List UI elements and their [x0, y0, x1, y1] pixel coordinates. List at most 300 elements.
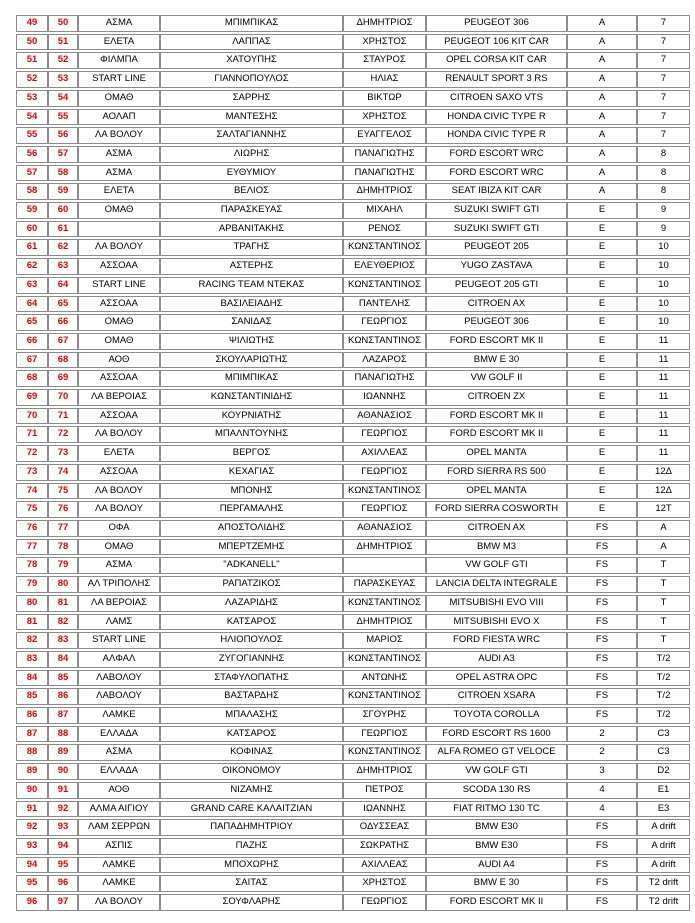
table-row [16, 688, 690, 705]
cell-driver_surname: ΜΠΙΜΠΙΚΑΣ [160, 15, 343, 32]
cell-car: VW GOLF GTI [426, 763, 567, 780]
cell-club: START LINE [78, 632, 160, 649]
table-row [16, 632, 690, 649]
cell-driver_surname: ΜΠΟΝΗΣ [160, 483, 343, 500]
cell-start_no: 62 [48, 239, 78, 256]
cell-group: 11 [637, 445, 690, 462]
table-row [16, 483, 690, 500]
cell-start_no: 83 [48, 632, 78, 649]
cell-driver_first_name: ΕΥΑΓΓΕΛΟΣ [343, 127, 426, 144]
table-row [16, 726, 690, 743]
cell-club: ΑΣΜΑ [78, 15, 160, 32]
cell-start_no: 82 [48, 614, 78, 631]
cell-start_no: 96 [48, 875, 78, 892]
cell-car: BMW M3 [426, 539, 567, 556]
cell-driver_surname: ΑΣΤΕΡΗΣ [160, 258, 343, 275]
cell-driver_first_name: ΔΗΜΗΤΡΙΟΣ [343, 539, 426, 556]
cell-start_no: 57 [48, 146, 78, 163]
table-row [16, 838, 690, 855]
cell-car: AUDI A4 [426, 857, 567, 874]
cell-class: E [567, 221, 637, 238]
table-row [16, 670, 690, 687]
cell-start_no: 88 [48, 726, 78, 743]
cell-driver_first_name: ΚΩΝΣΤΑΝΤΙΝΟΣ [343, 239, 426, 256]
cell-driver_first_name: ΚΩΝΣΤΑΝΤΙΝΟΣ [343, 483, 426, 500]
cell-club: ΛΑ ΒΟΛΟΥ [78, 894, 160, 911]
cell-driver_first_name: ΔΗΜΗΤΡΙΟΣ [343, 614, 426, 631]
cell-group: 12Δ [637, 483, 690, 500]
cell-driver_surname: ΜΑΝΤΕΣΗΣ [160, 109, 343, 126]
cell-class: FS [567, 539, 637, 556]
cell-club: ΑΣΜΑ [78, 146, 160, 163]
cell-class: E [567, 239, 637, 256]
cell-class: FS [567, 894, 637, 911]
cell-driver_surname: ΠΕΡΓΑΜΑΛΗΣ [160, 501, 343, 518]
cell-entry_no: 79 [16, 576, 48, 593]
cell-start_no: 85 [48, 670, 78, 687]
cell-driver_first_name: ΓΕΩΡΓΙΟΣ [343, 314, 426, 331]
cell-entry_no: 91 [16, 801, 48, 818]
cell-driver_surname: ΛΑΖΑΡΙΔΗΣ [160, 595, 343, 612]
cell-driver_surname: ΡΑΠΑΤΖΙΚΟΣ [160, 576, 343, 593]
cell-club: ΦΙΛΜΠΑ [78, 52, 160, 69]
cell-club: ΑΣΣΟΑΑ [78, 408, 160, 425]
cell-car: BMW E30 [426, 838, 567, 855]
cell-group: 11 [637, 408, 690, 425]
cell-class: E [567, 389, 637, 406]
table-row [16, 557, 690, 574]
cell-driver_surname: ΑΠΟΣΤΟΛΙΔΗΣ [160, 520, 343, 537]
cell-entry_no: 71 [16, 426, 48, 443]
cell-start_no: 52 [48, 52, 78, 69]
table-row [16, 857, 690, 874]
cell-driver_surname: ΒΑΣΤΑΡΔΗΣ [160, 688, 343, 705]
cell-car: PEUGEOT 106 KIT CAR [426, 34, 567, 51]
cell-group: C3 [637, 726, 690, 743]
table-row [16, 52, 690, 69]
cell-class: 2 [567, 744, 637, 761]
cell-driver_first_name: ΠΑΡΑΣΚΕΥΑΣ [343, 576, 426, 593]
table-row [16, 782, 690, 799]
cell-club: ΛΑ ΒΟΛΟΥ [78, 501, 160, 518]
cell-entry_no: 72 [16, 445, 48, 462]
cell-start_no: 86 [48, 688, 78, 705]
cell-car: SEAT IBIZA KIT CAR [426, 183, 567, 200]
cell-car: BMW E30 [426, 819, 567, 836]
cell-group: A [637, 520, 690, 537]
cell-class: FS [567, 819, 637, 836]
cell-driver_first_name [343, 557, 426, 574]
cell-driver_surname: ΖΥΓΟΓΙΑΝΝΗΣ [160, 651, 343, 668]
cell-car: HONDA CIVIC TYPE R [426, 109, 567, 126]
cell-driver_first_name: ΒΙΚΤΩΡ [343, 90, 426, 107]
cell-start_no: 59 [48, 183, 78, 200]
cell-car: LANCIA DELTA INTEGRALE [426, 576, 567, 593]
cell-group: 11 [637, 370, 690, 387]
cell-entry_no: 52 [16, 71, 48, 88]
cell-entry_no: 62 [16, 258, 48, 275]
cell-entry_no: 56 [16, 146, 48, 163]
cell-class: FS [567, 857, 637, 874]
cell-car: FORD FIESTA WRC [426, 632, 567, 649]
table-row [16, 445, 690, 462]
cell-group: T/2 [637, 670, 690, 687]
cell-car: FORD ESCORT MK II [426, 333, 567, 350]
cell-driver_first_name: ΠΑΝΑΓΙΩΤΗΣ [343, 146, 426, 163]
cell-club: ΑΣΠΙΣ [78, 838, 160, 855]
cell-driver_surname: ΧΑΤΟΥΠΗΣ [160, 52, 343, 69]
cell-driver_first_name: ΧΡΗΣΤΟΣ [343, 875, 426, 892]
cell-start_no: 84 [48, 651, 78, 668]
cell-entry_no: 83 [16, 651, 48, 668]
cell-start_no: 56 [48, 127, 78, 144]
cell-start_no: 50 [48, 15, 78, 32]
cell-group: T [637, 632, 690, 649]
cell-club: ΛΑΜΣ [78, 614, 160, 631]
cell-start_no: 71 [48, 408, 78, 425]
cell-entry_no: 77 [16, 539, 48, 556]
cell-class: E [567, 296, 637, 313]
cell-club: ΛΑΜ ΣΕΡΡΩΝ [78, 819, 160, 836]
table-row [16, 651, 690, 668]
cell-class: 4 [567, 782, 637, 799]
cell-driver_surname: ΜΠΑΛΝΤΟΥΝΗΣ [160, 426, 343, 443]
cell-entry_no: 59 [16, 202, 48, 219]
cell-driver_surname: ΣΑΝΙΔΑΣ [160, 314, 343, 331]
cell-club: ΛΑ ΒΟΛΟΥ [78, 483, 160, 500]
cell-start_no: 72 [48, 426, 78, 443]
cell-club: ΕΛΛΑΔΑ [78, 763, 160, 780]
cell-driver_surname: ΣΤΑΦΥΛΟΠΑΤΗΣ [160, 670, 343, 687]
cell-class: FS [567, 576, 637, 593]
cell-driver_first_name: ΟΔΥΣΣΕΑΣ [343, 819, 426, 836]
cell-group: T [637, 595, 690, 612]
cell-entry_no: 86 [16, 707, 48, 724]
cell-club: ΑΣΣΟΑΑ [78, 370, 160, 387]
cell-class: 4 [567, 801, 637, 818]
cell-driver_surname: ΣΑΛΤΑΓΙΑΝΝΗΣ [160, 127, 343, 144]
cell-driver_surname: ΛΑΠΠΑΣ [160, 34, 343, 51]
cell-group: 11 [637, 389, 690, 406]
cell-driver_surname: ΚΑΤΣΑΡΟΣ [160, 614, 343, 631]
table-row [16, 71, 690, 88]
table-row [16, 576, 690, 593]
cell-driver_surname: ΝΙΖΑΜΗΣ [160, 782, 343, 799]
cell-driver_first_name: ΡΕΝΟΣ [343, 221, 426, 238]
cell-group: 11 [637, 352, 690, 369]
cell-driver_first_name: ΕΛΕΥΘΕΡΙΟΣ [343, 258, 426, 275]
cell-driver_first_name: ΑΧΙΛΛΕΑΣ [343, 445, 426, 462]
cell-class: FS [567, 520, 637, 537]
cell-club: ΟΜΑΘ [78, 333, 160, 350]
cell-club: ΑΣΜΑ [78, 165, 160, 182]
cell-group: E1 [637, 782, 690, 799]
cell-class: E [567, 464, 637, 481]
cell-driver_surname: ΚΟΦΙΝΑΣ [160, 744, 343, 761]
cell-class: FS [567, 614, 637, 631]
cell-driver_surname: ΠΑΡΑΣΚΕΥΑΣ [160, 202, 343, 219]
table-row [16, 763, 690, 780]
cell-group: 7 [637, 15, 690, 32]
cell-class: E [567, 370, 637, 387]
cell-driver_first_name: ΜΙΧΑΗΛ [343, 202, 426, 219]
cell-start_no: 67 [48, 333, 78, 350]
cell-entry_no: 69 [16, 389, 48, 406]
cell-driver_first_name: ΚΩΝΣΤΑΝΤΙΝΟΣ [343, 688, 426, 705]
cell-class: E [567, 202, 637, 219]
cell-start_no: 92 [48, 801, 78, 818]
cell-entry_no: 66 [16, 333, 48, 350]
cell-class: FS [567, 557, 637, 574]
cell-entry_no: 49 [16, 15, 48, 32]
cell-start_no: 58 [48, 165, 78, 182]
table-row [16, 239, 690, 256]
cell-driver_first_name: ΚΩΝΣΤΑΝΤΙΝΟΣ [343, 277, 426, 294]
table-row [16, 389, 690, 406]
cell-driver_first_name: ΠΑΝΑΓΙΩΤΗΣ [343, 165, 426, 182]
cell-start_no: 89 [48, 744, 78, 761]
cell-driver_surname: ΒΕΛΙΟΣ [160, 183, 343, 200]
cell-group: 12Δ [637, 464, 690, 481]
cell-entry_no: 57 [16, 165, 48, 182]
table-row [16, 744, 690, 761]
cell-club: ΟΜΑΘ [78, 202, 160, 219]
cell-car: OPEL ASTRA OPC [426, 670, 567, 687]
cell-group: A drift [637, 819, 690, 836]
cell-start_no: 81 [48, 595, 78, 612]
cell-club: ΕΛΛΑΔΑ [78, 726, 160, 743]
cell-start_no: 63 [48, 258, 78, 275]
cell-class: E [567, 314, 637, 331]
cell-driver_first_name: ΓΕΩΡΓΙΟΣ [343, 501, 426, 518]
cell-class: FS [567, 632, 637, 649]
cell-group: T2 drift [637, 894, 690, 911]
cell-class: E [567, 501, 637, 518]
cell-class: E [567, 277, 637, 294]
cell-entry_no: 96 [16, 894, 48, 911]
cell-driver_first_name: ΚΩΝΣΤΑΝΤΙΝΟΣ [343, 651, 426, 668]
cell-driver_surname: ΓΙΑΝΝΟΠΟΥΛΟΣ [160, 71, 343, 88]
cell-class: A [567, 71, 637, 88]
cell-start_no: 87 [48, 707, 78, 724]
cell-group: T [637, 614, 690, 631]
cell-driver_surname: ΗΛΙΟΠΟΥΛΟΣ [160, 632, 343, 649]
cell-car: FORD SIERRA RS 500 [426, 464, 567, 481]
table-row [16, 202, 690, 219]
cell-class: FS [567, 875, 637, 892]
cell-class: 2 [567, 726, 637, 743]
cell-group: T2 drift [637, 875, 690, 892]
cell-start_no: 61 [48, 221, 78, 238]
cell-driver_first_name: ΓΕΩΡΓΙΟΣ [343, 464, 426, 481]
cell-group: A [637, 539, 690, 556]
cell-club: ΑΟΘ [78, 782, 160, 799]
cell-group: 10 [637, 314, 690, 331]
cell-class: A [567, 165, 637, 182]
table-row [16, 258, 690, 275]
cell-group: 10 [637, 296, 690, 313]
cell-driver_first_name: ΔΗΜΗΤΡΙΟΣ [343, 183, 426, 200]
cell-driver_first_name: ΠΑΝΤΕΛΗΣ [343, 296, 426, 313]
cell-driver_first_name: ΣΩΚΡΑΤΗΣ [343, 838, 426, 855]
cell-group: 7 [637, 52, 690, 69]
cell-entry_no: 65 [16, 314, 48, 331]
cell-group: T/2 [637, 688, 690, 705]
cell-entry_no: 55 [16, 127, 48, 144]
cell-entry_no: 70 [16, 408, 48, 425]
cell-driver_first_name: ΠΑΝΑΓΙΩΤΗΣ [343, 370, 426, 387]
table-row [16, 614, 690, 631]
cell-driver_first_name: ΓΕΩΡΓΙΟΣ [343, 726, 426, 743]
cell-class: A [567, 52, 637, 69]
cell-car: HONDA CIVIC TYPE R [426, 127, 567, 144]
cell-driver_first_name: ΣΤΑΥΡΟΣ [343, 52, 426, 69]
table-row [16, 183, 690, 200]
cell-car: YUGO ZASTAVA [426, 258, 567, 275]
cell-start_no: 78 [48, 539, 78, 556]
cell-driver_surname: ΜΠΙΜΠΙΚΑΣ [160, 370, 343, 387]
cell-entry_no: 58 [16, 183, 48, 200]
cell-group: A drift [637, 857, 690, 874]
cell-driver_surname: ΣΑΙΤΑΣ [160, 875, 343, 892]
cell-driver_first_name: ΛΑΖΑΡΟΣ [343, 352, 426, 369]
cell-group: 8 [637, 165, 690, 182]
cell-club: ΛΑΒΟΛΟΥ [78, 670, 160, 687]
table-row [16, 520, 690, 537]
cell-club: ΕΛΕΤΑ [78, 34, 160, 51]
cell-group: 9 [637, 221, 690, 238]
cell-driver_first_name: ΓΕΩΡΓΙΟΣ [343, 426, 426, 443]
cell-club: START LINE [78, 277, 160, 294]
cell-car: OPEL MANTA [426, 483, 567, 500]
cell-entry_no: 51 [16, 52, 48, 69]
cell-class: A [567, 34, 637, 51]
cell-group: 10 [637, 277, 690, 294]
cell-class: E [567, 258, 637, 275]
cell-start_no: 79 [48, 557, 78, 574]
cell-entry_no: 67 [16, 352, 48, 369]
cell-driver_surname: ΚΕΧΑΓΙΑΣ [160, 464, 343, 481]
cell-car: FORD ESCORT MK II [426, 894, 567, 911]
cell-club: ΑΣΜΑ [78, 744, 160, 761]
cell-group: T [637, 557, 690, 574]
cell-driver_surname: ΒΑΣΙΛΕΙΑΔΗΣ [160, 296, 343, 313]
cell-entry_no: 82 [16, 632, 48, 649]
cell-driver_surname: ΟΙΚΟΝΟΜΟΥ [160, 763, 343, 780]
cell-car: PEUGEOT 306 [426, 314, 567, 331]
cell-driver_first_name: ΑΧΙΛΛΕΑΣ [343, 857, 426, 874]
cell-group: T [637, 576, 690, 593]
cell-class: FS [567, 595, 637, 612]
cell-driver_first_name: ΜΑΡΙΟΣ [343, 632, 426, 649]
cell-driver_first_name: ΚΩΝΣΤΑΝΤΙΝΟΣ [343, 333, 426, 350]
cell-car: FORD ESCORT MK II [426, 408, 567, 425]
cell-driver_first_name: ΔΗΜΗΤΡΙΟΣ [343, 15, 426, 32]
cell-car: CITROEN SAXO VTS [426, 90, 567, 107]
cell-club: ΟΜΑΘ [78, 314, 160, 331]
cell-group: 12T [637, 501, 690, 518]
cell-driver_surname: ΜΠΕΡΤΖΕΜΗΣ [160, 539, 343, 556]
table-row [16, 801, 690, 818]
cell-club: ΑΣΜΑ [78, 557, 160, 574]
table-row [16, 894, 690, 911]
table-row [16, 314, 690, 331]
cell-entry_no: 89 [16, 763, 48, 780]
cell-group: 9 [637, 202, 690, 219]
cell-car: VW GOLF GTI [426, 557, 567, 574]
cell-class: E [567, 426, 637, 443]
cell-car: PEUGEOT 306 [426, 15, 567, 32]
cell-club: ΕΛΕΤΑ [78, 183, 160, 200]
cell-driver_surname: ΕΥΘΥΜΙΟΥ [160, 165, 343, 182]
table-row [16, 296, 690, 313]
cell-start_no: 70 [48, 389, 78, 406]
cell-driver_first_name: ΧΡΗΣΤΟΣ [343, 109, 426, 126]
cell-group: 7 [637, 127, 690, 144]
cell-entry_no: 84 [16, 670, 48, 687]
cell-driver_surname: RACING TEAM ΝΤΕΚΑΣ [160, 277, 343, 294]
cell-class: E [567, 483, 637, 500]
cell-start_no: 64 [48, 277, 78, 294]
cell-driver_surname: ΚΟΥΡΝΙΑΤΗΣ [160, 408, 343, 425]
cell-car: CITROEN AX [426, 520, 567, 537]
cell-start_no: 69 [48, 370, 78, 387]
cell-club: ΑΛΦΑΛ [78, 651, 160, 668]
cell-club: START LINE [78, 71, 160, 88]
cell-driver_first_name: ΑΘΑΝΑΣΙΟΣ [343, 520, 426, 537]
cell-club: ΛΑΜΚΕ [78, 857, 160, 874]
cell-car: VW GOLF II [426, 370, 567, 387]
cell-driver_surname: ΠΑΠΑΔΗΜΗΤΡΙΟΥ [160, 819, 343, 836]
cell-start_no: 66 [48, 314, 78, 331]
cell-start_no: 75 [48, 483, 78, 500]
cell-entry_no: 88 [16, 744, 48, 761]
cell-driver_surname: ΠΑΖΗΣ [160, 838, 343, 855]
cell-entry_no: 76 [16, 520, 48, 537]
cell-car: AUDI A3 [426, 651, 567, 668]
cell-entry_no: 81 [16, 614, 48, 631]
cell-entry_no: 85 [16, 688, 48, 705]
cell-entry_no: 74 [16, 483, 48, 500]
cell-driver_first_name: ΠΕΤΡΟΣ [343, 782, 426, 799]
cell-entry_no: 64 [16, 296, 48, 313]
table-row [16, 408, 690, 425]
cell-club: ΑΟΛΑΠ [78, 109, 160, 126]
cell-class: A [567, 146, 637, 163]
table-row [16, 595, 690, 612]
cell-car: OPEL MANTA [426, 445, 567, 462]
cell-group: D2 [637, 763, 690, 780]
cell-class: FS [567, 670, 637, 687]
cell-driver_first_name: ΚΩΝΣΤΑΝΤΙΝΟΣ [343, 744, 426, 761]
cell-class: FS [567, 688, 637, 705]
cell-group: 11 [637, 426, 690, 443]
cell-club: ΛΑΜΚΕ [78, 875, 160, 892]
cell-class: FS [567, 707, 637, 724]
cell-car: SUZUKI SWIFT GTI [426, 202, 567, 219]
cell-entry_no: 95 [16, 875, 48, 892]
cell-driver_surname: ΜΠΑΛΑΣΗΣ [160, 707, 343, 724]
cell-class: A [567, 90, 637, 107]
table-row [16, 15, 690, 32]
cell-group: 7 [637, 34, 690, 51]
table-row [16, 127, 690, 144]
cell-class: A [567, 15, 637, 32]
cell-entry_no: 87 [16, 726, 48, 743]
cell-driver_first_name: ΑΘΑΝΑΣΙΟΣ [343, 408, 426, 425]
cell-driver_first_name: ΣΓΟΥΡΗΣ [343, 707, 426, 724]
cell-start_no: 90 [48, 763, 78, 780]
